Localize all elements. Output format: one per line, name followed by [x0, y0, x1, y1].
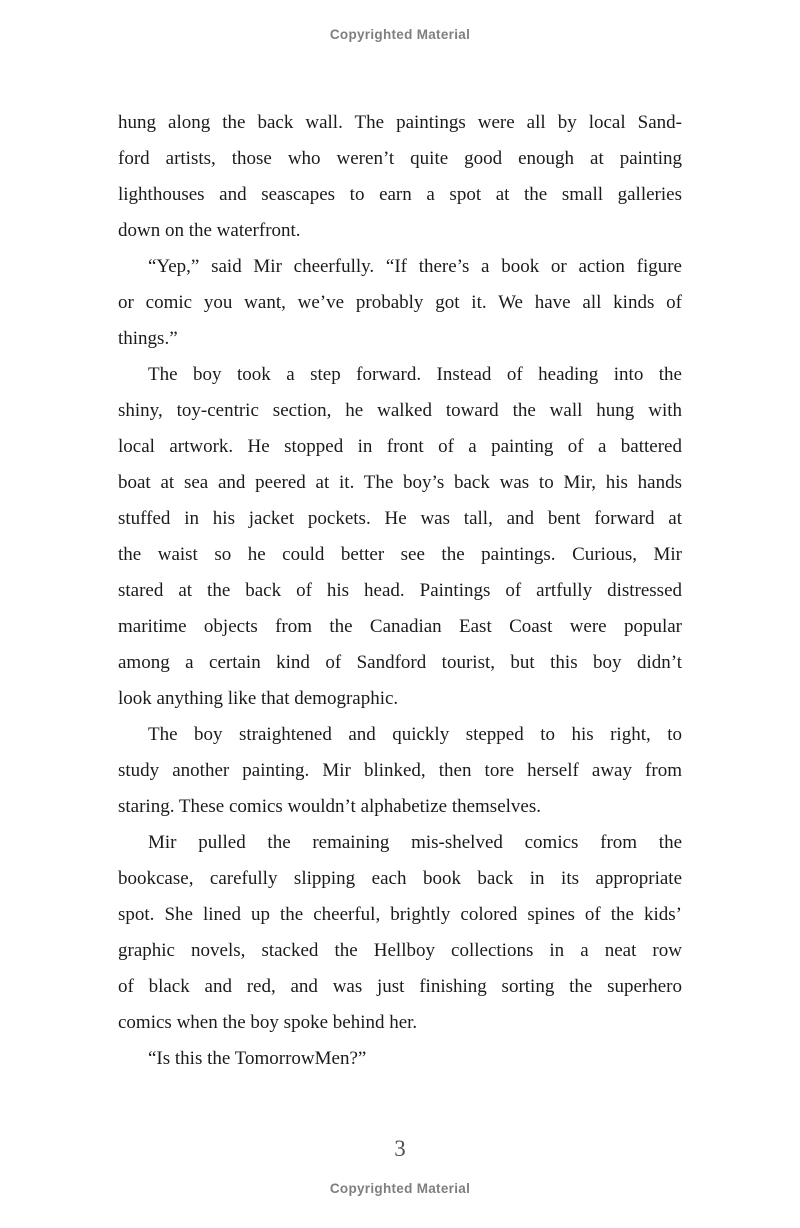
- paragraph: [118, 1041, 682, 1077]
- text-line: stared at the back of his head. Paintings of artfully distressed: [118, 580, 682, 601]
- text-line: The boy straightened and quickly stepped to his right, to: [148, 724, 682, 745]
- text-line: “Is this the TomorrowMen?”: [148, 1048, 367, 1069]
- text-line: lighthouses and seascapes to earn a spot at the small galleries: [118, 184, 682, 205]
- text-line: study another painting. Mir blinked, then tore herself away from: [118, 760, 682, 781]
- text-line: spot. She lined up the cheerful, brightly colored spines of the kids’: [118, 904, 682, 925]
- text-line: maritime objects from the Canadian East Coast were popular: [118, 616, 682, 637]
- text-line: boat at sea and peered at it. The boy’s back was to Mir, his hands: [118, 472, 682, 493]
- text-line: “Yep,” said Mir cheerfully. “If there’s a book or action figure: [148, 256, 682, 277]
- copyright-notice-bottom: Copyrighted Material: [329, 1181, 471, 1196]
- page-number: 3: [394, 1136, 406, 1161]
- text-line: Mir pulled the remaining mis-shelved comics from the: [148, 832, 682, 853]
- text-line: down on the waterfront.: [118, 220, 301, 241]
- text-line: among a certain kind of Sandford tourist, but this boy didn’t: [118, 652, 682, 673]
- text-line: The boy took a step forward. Instead of heading into the: [148, 364, 682, 385]
- text-line: of black and red, and was just finishing sorting the superhero: [118, 976, 682, 997]
- paragraph: [118, 105, 682, 249]
- text-line: look anything like that demographic.: [118, 688, 399, 709]
- text-line: stuffed in his jacket pockets. He was tall, and bent forward at: [118, 508, 682, 529]
- body-text: [118, 105, 682, 1077]
- paragraph: [118, 825, 682, 1041]
- paragraph: [118, 357, 682, 717]
- copyright-notice-top: Copyrighted Material: [329, 27, 471, 42]
- text-line: bookcase, carefully slipping each book back in its appropriate: [118, 868, 682, 889]
- text-line: comics when the boy spoke behind her.: [118, 1012, 418, 1033]
- text-line: staring. These comics wouldn’t alphabetize themselves.: [118, 796, 541, 817]
- text-line: shiny, toy-centric section, he walked toward the wall hung with: [118, 400, 682, 421]
- text-line: the waist so he could better see the paintings. Curious, Mir: [118, 544, 682, 565]
- text-line: things.”: [118, 328, 178, 349]
- text-line: hung along the back wall. The paintings were all by local Sand-: [118, 112, 682, 133]
- text-line: local artwork. He stopped in front of a painting of a battered: [118, 436, 682, 457]
- paragraph: [118, 717, 682, 825]
- text-line: graphic novels, stacked the Hellboy collections in a neat row: [118, 940, 682, 961]
- text-line: ford artists, those who weren’t quite good enough at painting: [118, 148, 682, 169]
- paragraph: [118, 249, 682, 357]
- text-line: or comic you want, we’ve probably got it. We have all kinds of: [118, 292, 682, 313]
